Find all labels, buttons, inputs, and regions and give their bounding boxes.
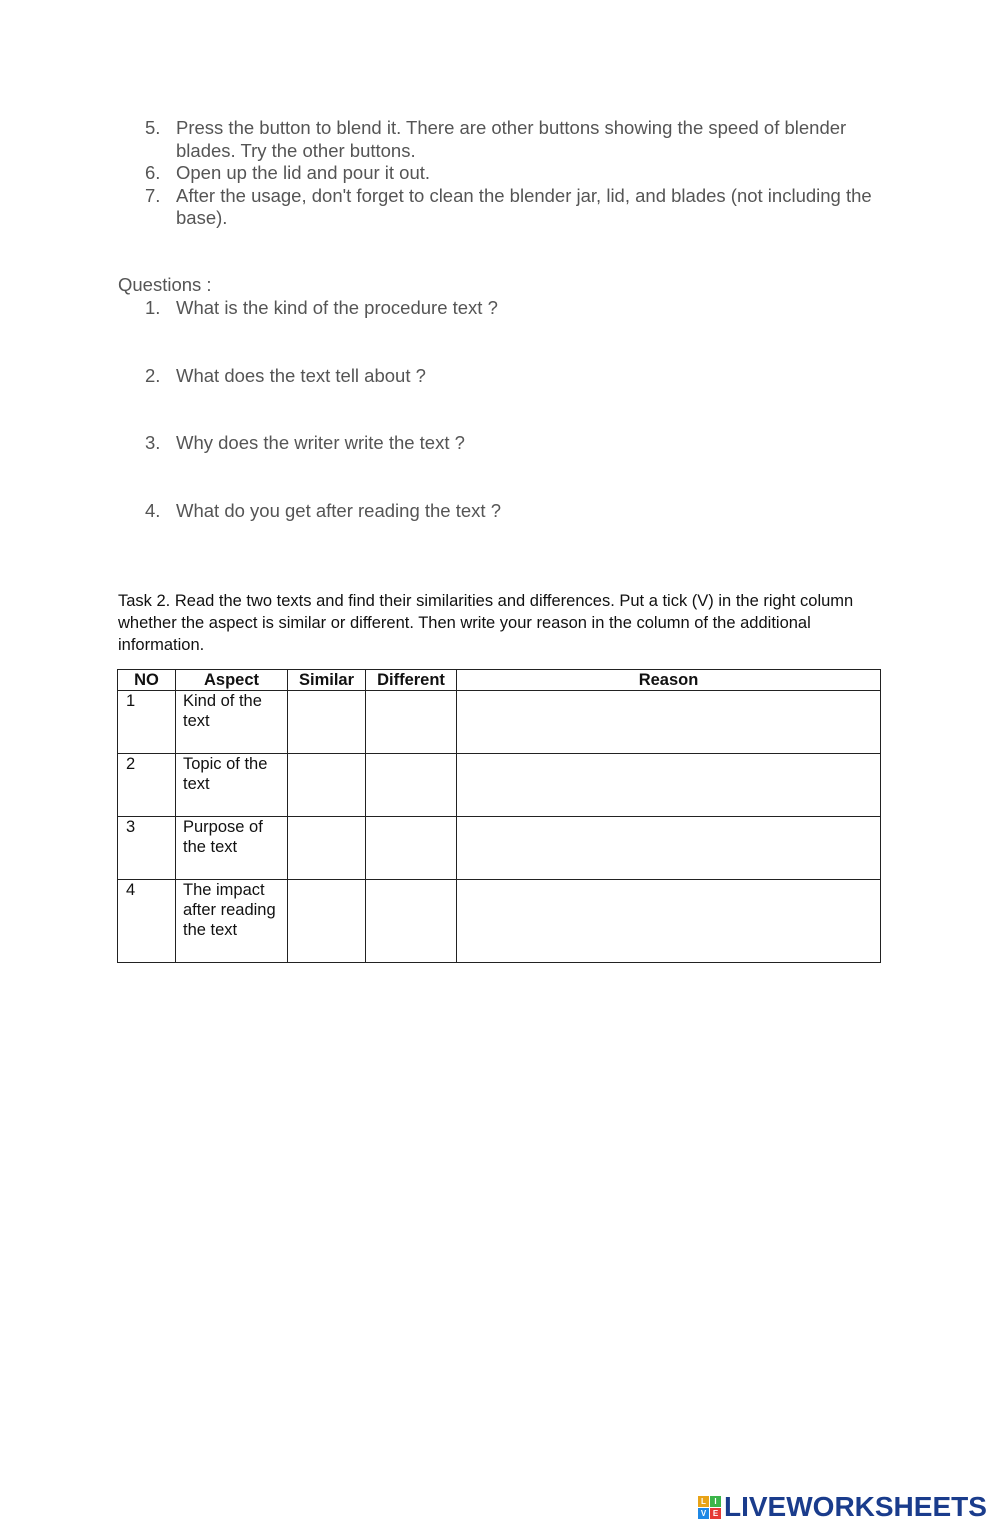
step-item [145, 117, 890, 162]
cell-aspect: The impact after reading the text [176, 880, 288, 963]
table-header-row [118, 670, 881, 691]
table-row [118, 817, 881, 880]
liveworksheets-logo [698, 1491, 987, 1523]
instruction-steps [145, 117, 890, 230]
header-reason: Reason [457, 670, 881, 691]
step-number: 5. [145, 117, 161, 138]
cell-aspect: Topic of the text [176, 754, 288, 817]
logo-mark-icon [698, 1496, 721, 1519]
comparison-table [117, 669, 881, 963]
question-text: What do you get after reading the text ? [176, 500, 501, 521]
cell-different[interactable] [366, 817, 457, 880]
cell-aspect: Purpose of the text [176, 817, 288, 880]
header-aspect: Aspect [176, 670, 288, 691]
table-row [118, 880, 881, 963]
task-2-instructions: Task 2. Read the two texts and find their similarities and differences. Put a tick (V) in the right column whether the aspect is similar or different. Then write your reason in the column of the additional information. [118, 592, 854, 654]
logo-text: LIVEWORKSHEETS [724, 1491, 987, 1522]
step-text: After the usage, don't forget to clean the blender jar, lid, and blades (not including the base). [176, 184, 872, 228]
step-item [145, 185, 890, 230]
step-number: 6. [145, 162, 161, 183]
header-similar: Similar [288, 670, 366, 691]
question-item [145, 365, 845, 388]
question-number: 3. [145, 432, 161, 453]
cell-reason[interactable] [457, 691, 881, 754]
question-number: 2. [145, 365, 161, 386]
cell-similar[interactable] [288, 754, 366, 817]
question-number: 1. [145, 297, 161, 318]
cell-no: 3 [118, 817, 176, 880]
cell-reason[interactable] [457, 817, 881, 880]
question-text: Why does the writer write the text ? [176, 432, 465, 453]
question-item [145, 432, 845, 455]
questions-heading: Questions : [118, 274, 212, 295]
cell-aspect: Kind of the text [176, 691, 288, 754]
cell-similar[interactable] [288, 817, 366, 880]
step-text: Press the button to blend it. There are other buttons showing the speed of blender blades. Try the other buttons. [176, 117, 847, 161]
cell-no: 2 [118, 754, 176, 817]
cell-reason[interactable] [457, 880, 881, 963]
cell-similar[interactable] [288, 691, 366, 754]
question-number: 4. [145, 500, 161, 521]
step-text: Open up the lid and pour it out. [176, 162, 431, 183]
table-row [118, 754, 881, 817]
step-number: 7. [145, 184, 161, 206]
logo-mark-cell: V [698, 1508, 709, 1519]
question-text: What is the kind of the procedure text ? [176, 297, 498, 318]
cell-similar[interactable] [288, 880, 366, 963]
cell-different[interactable] [366, 754, 457, 817]
cell-no: 4 [118, 880, 176, 963]
question-text: What does the text tell about ? [176, 365, 426, 386]
header-different: Different [366, 670, 457, 691]
question-item [145, 297, 845, 320]
logo-mark-cell: L [698, 1496, 709, 1507]
table-row [118, 691, 881, 754]
cell-different[interactable] [366, 691, 457, 754]
header-no: NO [118, 670, 176, 691]
cell-different[interactable] [366, 880, 457, 963]
question-item [145, 500, 845, 523]
step-item [145, 162, 890, 185]
logo-mark-cell: I [710, 1496, 721, 1507]
logo-mark-cell: E [710, 1508, 721, 1519]
cell-reason[interactable] [457, 754, 881, 817]
cell-no: 1 [118, 691, 176, 754]
